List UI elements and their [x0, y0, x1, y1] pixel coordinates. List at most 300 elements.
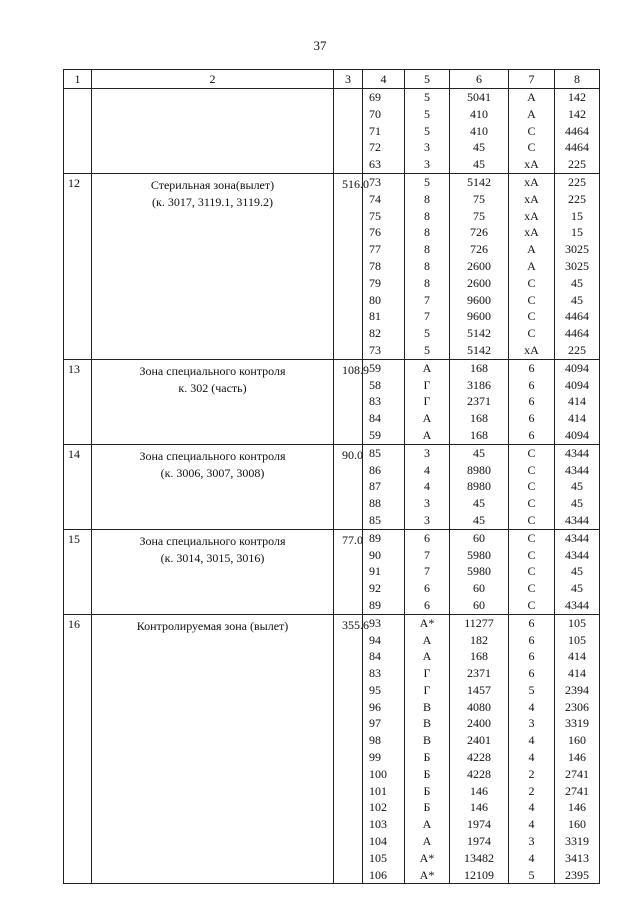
point-number: 78: [369, 258, 381, 273]
col-7-value: 2: [528, 783, 535, 798]
col-8-value: 2741: [565, 766, 589, 781]
zone-name-line: к. 302 (часть): [178, 380, 247, 395]
zone-area: 90.0: [334, 444, 363, 529]
col-5-value: 6: [424, 597, 430, 612]
col-8-value: 4464: [565, 309, 589, 324]
col-7-value: С: [527, 140, 536, 155]
col-5-value: Б: [423, 766, 431, 781]
col-8-value: 414: [568, 666, 586, 681]
point-number: 71: [369, 123, 381, 138]
col-5-value: Г: [423, 377, 431, 392]
col-6-value: 60: [473, 530, 485, 545]
col-8-value: 2306: [565, 699, 589, 714]
col-6-value: 5142: [467, 326, 491, 341]
col-8-value: 45: [571, 479, 583, 494]
col-6-value-column: [450, 359, 509, 444]
point-number: 95: [369, 682, 381, 697]
col-6-value: 12109: [464, 867, 494, 882]
zone-name-line: Зона специального контроля: [139, 533, 286, 548]
zone-area: 355.6: [334, 614, 363, 884]
col-6-value: 45: [473, 496, 485, 511]
col-6-value: 4080: [467, 699, 491, 714]
point-number-column: [363, 89, 405, 174]
point-number: 84: [369, 411, 381, 426]
col-6-value: 8980: [467, 479, 491, 494]
point-number: 82: [369, 326, 381, 341]
col-8-value: 4094: [565, 377, 589, 392]
col-5-value: 7: [424, 564, 430, 579]
col-5-value-column: [405, 529, 450, 614]
point-number: 70: [369, 106, 381, 121]
col-6-value: 726: [470, 225, 488, 240]
col-7-value: 4: [528, 850, 535, 865]
col-7-value-column: [509, 529, 555, 614]
col-6-value: 9600: [467, 309, 491, 324]
zone-name-line: Зона специального контроля: [139, 363, 286, 378]
col-6-value: 2600: [467, 275, 491, 290]
zone-area: [334, 89, 363, 174]
point-number-column: [363, 614, 405, 884]
point-number: 99: [369, 750, 381, 765]
header-cell: 3: [334, 70, 363, 89]
col-6-value: 3186: [467, 377, 491, 392]
zone-number: 12: [64, 173, 92, 359]
table-row: [64, 173, 600, 359]
col-7-value-column: [509, 444, 555, 529]
col-8-value-column: [555, 359, 600, 444]
col-6-value: 2400: [467, 716, 491, 731]
col-7-value: хА: [524, 208, 539, 223]
col-8-value: 225: [568, 174, 586, 189]
point-number: 93: [369, 615, 381, 630]
col-6-value: 45: [473, 512, 485, 527]
col-7-value: хА: [524, 157, 539, 172]
col-6-value: 726: [470, 242, 488, 257]
col-5-value: В: [422, 699, 431, 714]
col-8-value: 4344: [565, 445, 589, 460]
zone-name-line: (к. 3014, 3015, 3016): [160, 550, 265, 565]
col-7-value: 6: [528, 360, 535, 375]
col-8-value: 142: [568, 106, 586, 121]
col-7-value: 6: [528, 666, 535, 681]
col-7-value: С: [527, 292, 536, 307]
point-number: 79: [369, 275, 381, 290]
col-6-value-column: [450, 614, 509, 884]
col-8-value: 45: [571, 496, 583, 511]
col-8-value: 3025: [565, 242, 589, 257]
point-number: 85: [369, 512, 381, 527]
col-6-value: 2371: [467, 666, 491, 681]
point-number: 73: [369, 174, 381, 189]
col-7-value: 6: [528, 632, 535, 647]
col-8-value: 4344: [565, 547, 589, 562]
col-6-value-column: [450, 89, 509, 174]
col-8-value: 225: [568, 157, 586, 172]
col-5-value: А: [422, 632, 432, 647]
col-7-value: 6: [528, 615, 535, 630]
col-6-value: 1457: [467, 682, 491, 697]
col-7-value: С: [527, 462, 536, 477]
table-row: [64, 359, 600, 444]
col-6-value: 60: [473, 581, 485, 596]
zone-area: 77.0: [334, 529, 363, 614]
col-6-value: 4228: [467, 750, 491, 765]
col-5-value: 8: [424, 191, 430, 206]
header-cell: 5: [405, 70, 450, 89]
col-7-value: 3: [528, 834, 535, 849]
col-8-value: 105: [568, 615, 586, 630]
col-6-value: 5142: [467, 342, 491, 357]
col-8-value-column: [555, 89, 600, 174]
point-number: 88: [369, 496, 381, 511]
col-7-value: С: [527, 597, 536, 612]
point-number: 63: [369, 157, 381, 172]
col-8-value: 2395: [565, 867, 589, 882]
col-7-value: хА: [524, 191, 539, 206]
col-8-value: 225: [568, 191, 586, 206]
col-6-value: 1974: [467, 817, 491, 832]
col-6-value: 9600: [467, 292, 491, 307]
col-6-value: 2401: [467, 733, 491, 748]
point-number: 59: [369, 360, 381, 375]
col-8-value: 4094: [565, 360, 589, 375]
col-7-value: 5: [528, 682, 535, 697]
col-5-value: Г: [423, 394, 431, 409]
col-8-value-column: [555, 614, 600, 884]
col-7-value: хА: [524, 174, 539, 189]
point-number: 89: [369, 530, 381, 545]
col-7-value: 6: [528, 411, 535, 426]
table-body: [64, 89, 600, 884]
header-cell: 4: [363, 70, 405, 89]
col-7-value: С: [527, 512, 536, 527]
col-7-value: А: [527, 106, 536, 121]
col-5-value: 8: [424, 225, 430, 240]
col-5-value: Г: [423, 666, 431, 681]
col-7-value: А: [527, 258, 536, 273]
point-number-column: [363, 529, 405, 614]
point-number: 77: [369, 242, 381, 257]
col-8-value: 45: [571, 581, 583, 596]
col-5-value: 5: [424, 174, 430, 189]
zone-name: [92, 89, 334, 174]
col-8-value: 15: [571, 208, 583, 223]
col-7-value: 6: [528, 394, 535, 409]
col-7-value: С: [527, 564, 536, 579]
col-7-value-column: [509, 614, 555, 884]
point-number: 87: [369, 479, 381, 494]
col-5-value: 5: [424, 342, 430, 357]
zone-area: 108.9: [334, 359, 363, 444]
point-number: 101: [369, 783, 387, 798]
point-number: 106: [369, 867, 387, 882]
col-7-value-column: [509, 359, 555, 444]
point-number: 90: [369, 547, 381, 562]
col-8-value: 414: [568, 394, 586, 409]
col-5-value: 7: [424, 292, 430, 307]
col-5-value: А*: [419, 850, 435, 865]
col-8-value: 4344: [565, 512, 589, 527]
col-5-value: 5: [424, 123, 430, 138]
col-5-value: 5: [424, 326, 430, 341]
col-8-value: 3319: [565, 834, 589, 849]
table-row: [64, 614, 600, 884]
zone-name-line: (к. 3006, 3007, 3008): [160, 465, 265, 480]
col-8-value: 3025: [565, 258, 589, 273]
col-5-value: А: [422, 427, 432, 442]
col-6-value: 168: [470, 649, 488, 664]
point-number: 80: [369, 292, 381, 307]
table-row: [64, 444, 600, 529]
col-5-value: А: [422, 817, 432, 832]
col-6-value: 2371: [467, 394, 491, 409]
point-number: 91: [369, 564, 381, 579]
col-6-value: 5142: [467, 174, 491, 189]
zone-name-line: (к. 3017, 3119.1, 3119.2): [152, 194, 273, 209]
point-number: 92: [369, 581, 381, 596]
col-7-value-column: [509, 89, 555, 174]
col-6-value: 60: [473, 597, 485, 612]
zone-number: [64, 89, 92, 174]
col-6-value: 75: [473, 191, 485, 206]
col-7-value: С: [527, 445, 536, 460]
col-5-value: 8: [424, 208, 430, 223]
col-8-value: 4344: [565, 462, 589, 477]
zone-name: [92, 444, 334, 529]
point-number: 98: [369, 733, 381, 748]
col-5-value: 8: [424, 242, 430, 257]
col-8-value: 2741: [565, 783, 589, 798]
col-6-value: 5980: [467, 547, 491, 562]
col-7-value: 4: [528, 800, 535, 815]
point-number: 86: [369, 462, 381, 477]
col-7-value: 3: [528, 716, 535, 731]
col-5-value: 3: [424, 496, 430, 511]
col-8-value: 2394: [565, 682, 589, 697]
point-number: 69: [369, 90, 381, 104]
zone-name: [92, 173, 334, 359]
col-8-value: 4094: [565, 427, 589, 442]
col-5-value: 6: [424, 530, 430, 545]
point-number: 58: [369, 377, 381, 392]
zone-area: 516.0: [334, 173, 363, 359]
col-8-value: 4464: [565, 123, 589, 138]
point-number: 75: [369, 208, 381, 223]
col-7-value: 2: [528, 766, 535, 781]
col-5-value: А: [422, 411, 432, 426]
col-6-value: 146: [470, 783, 488, 798]
col-7-value: С: [527, 123, 536, 138]
col-8-value: 414: [568, 649, 586, 664]
col-7-value: А: [527, 242, 536, 257]
zone-name-line: Стерильная зона(вылет): [150, 177, 275, 192]
col-5-value: 8: [424, 258, 430, 273]
point-number-column: [363, 444, 405, 529]
col-5-value-column: [405, 173, 450, 359]
col-5-value: А*: [419, 615, 435, 630]
col-5-value: 5: [424, 106, 430, 121]
col-8-value: 3413: [565, 850, 589, 865]
col-6-value-column: [450, 529, 509, 614]
col-6-value: 5980: [467, 564, 491, 579]
point-number: 97: [369, 716, 381, 731]
col-7-value: С: [527, 530, 536, 545]
zone-name-line: Зона специального контроля: [139, 448, 286, 463]
col-6-value: 75: [473, 208, 485, 223]
col-7-value: 4: [528, 699, 535, 714]
table-row: [64, 89, 600, 174]
point-number: 84: [369, 649, 381, 664]
point-number: 100: [369, 766, 387, 781]
col-8-value: 146: [568, 750, 586, 765]
col-5-value: 3: [424, 445, 430, 460]
col-7-value: 6: [528, 377, 535, 392]
col-5-value: 3: [424, 157, 430, 172]
col-7-value: С: [527, 581, 536, 596]
header-cell: 1: [64, 70, 92, 89]
col-6-value: 8980: [467, 462, 491, 477]
col-7-value: 6: [528, 649, 535, 664]
col-5-value: 7: [424, 547, 430, 562]
col-8-value: 160: [568, 817, 586, 832]
col-8-value-column: [555, 529, 600, 614]
col-7-value: хА: [524, 225, 539, 240]
col-7-value: С: [527, 479, 536, 494]
col-6-value-column: [450, 173, 509, 359]
point-number: 72: [369, 140, 381, 155]
col-7-value: 4: [528, 733, 535, 748]
header-cell: 7: [509, 70, 555, 89]
col-8-value: 45: [571, 292, 583, 307]
col-5-value: 3: [424, 512, 430, 527]
col-6-value: 2600: [467, 258, 491, 273]
point-number: 59: [369, 427, 381, 442]
col-6-value: 146: [470, 800, 488, 815]
point-number: 103: [369, 817, 387, 832]
col-5-value: 7: [424, 309, 430, 324]
point-number: 85: [369, 445, 381, 460]
col-5-value-column: [405, 444, 450, 529]
col-8-value: 45: [571, 564, 583, 579]
col-5-value-column: [405, 614, 450, 884]
col-6-value: 11277: [464, 615, 494, 630]
point-number: 76: [369, 225, 381, 240]
header-row: [64, 70, 600, 89]
zone-name: [92, 529, 334, 614]
col-6-value: 410: [470, 123, 488, 138]
col-7-value: С: [527, 547, 536, 562]
point-number: 94: [369, 632, 381, 647]
col-7-value: хА: [524, 342, 539, 357]
col-5-value: В: [422, 733, 431, 748]
col-6-value: 45: [473, 140, 485, 155]
col-8-value: 160: [568, 733, 586, 748]
header-cell: 6: [450, 70, 509, 89]
col-8-value: 4464: [565, 140, 589, 155]
col-8-value: 105: [568, 632, 586, 647]
col-5-value: Б: [423, 800, 431, 815]
col-7-value-column: [509, 173, 555, 359]
point-number: 73: [369, 342, 381, 357]
col-8-value-column: [555, 444, 600, 529]
col-6-value-column: [450, 444, 509, 529]
col-8-value-column: [555, 173, 600, 359]
col-7-value: С: [527, 309, 536, 324]
point-number: 104: [369, 834, 387, 849]
point-number: 102: [369, 800, 387, 815]
col-6-value: 182: [470, 632, 488, 647]
col-5-value: В: [422, 716, 431, 731]
col-6-value: 1974: [467, 834, 491, 849]
point-number-column: [363, 359, 405, 444]
table-row: [64, 529, 600, 614]
col-6-value: 168: [470, 411, 488, 426]
zone-number: 14: [64, 444, 92, 529]
col-5-value: А*: [419, 867, 435, 882]
col-7-value: 5: [528, 867, 535, 882]
col-6-value: 4228: [467, 766, 491, 781]
col-8-value: 146: [568, 800, 586, 815]
point-number: 81: [369, 309, 381, 324]
col-7-value: 4: [528, 817, 535, 832]
col-5-value: Б: [423, 750, 431, 765]
col-7-value: 4: [528, 750, 535, 765]
zone-number: 15: [64, 529, 92, 614]
col-6-value: 168: [470, 427, 488, 442]
col-5-value: 4: [424, 462, 430, 477]
col-5-value: 6: [424, 581, 430, 596]
col-7-value: С: [527, 496, 536, 511]
col-7-value: 6: [528, 427, 535, 442]
col-7-value: С: [527, 326, 536, 341]
col-6-value: 410: [470, 106, 488, 121]
col-5-value: А: [422, 649, 432, 664]
zone-name: [92, 614, 334, 884]
col-5-value: 3: [424, 140, 430, 155]
col-5-value: Г: [423, 682, 431, 697]
point-number: 96: [369, 699, 381, 714]
header-cell: 2: [92, 70, 334, 89]
point-number: 83: [369, 394, 381, 409]
col-6-value: 5041: [467, 90, 491, 104]
col-6-value: 45: [473, 157, 485, 172]
col-5-value-column: [405, 89, 450, 174]
zone-name: [92, 359, 334, 444]
col-8-value: 142: [568, 90, 586, 104]
col-8-value: 45: [571, 275, 583, 290]
zone-name-line: Контролируемая зона (вылет): [136, 618, 289, 633]
col-7-value: С: [527, 275, 536, 290]
col-5-value-column: [405, 359, 450, 444]
col-6-value: 13482: [464, 850, 494, 865]
point-number: 74: [369, 191, 381, 206]
header-cell: 8: [555, 70, 600, 89]
col-5-value: 8: [424, 275, 430, 290]
point-number-column: [363, 173, 405, 359]
data-table: [63, 69, 600, 884]
point-number: 83: [369, 666, 381, 681]
col-6-value: 168: [470, 360, 488, 375]
col-8-value: 225: [568, 342, 586, 357]
col-5-value: 5: [424, 90, 430, 104]
col-5-value: 4: [424, 479, 430, 494]
col-8-value: 414: [568, 411, 586, 426]
col-8-value: 3319: [565, 716, 589, 731]
zone-number: 16: [64, 614, 92, 884]
page-number: 37: [313, 38, 327, 53]
col-5-value: А: [422, 834, 432, 849]
col-5-value: А: [422, 360, 432, 375]
